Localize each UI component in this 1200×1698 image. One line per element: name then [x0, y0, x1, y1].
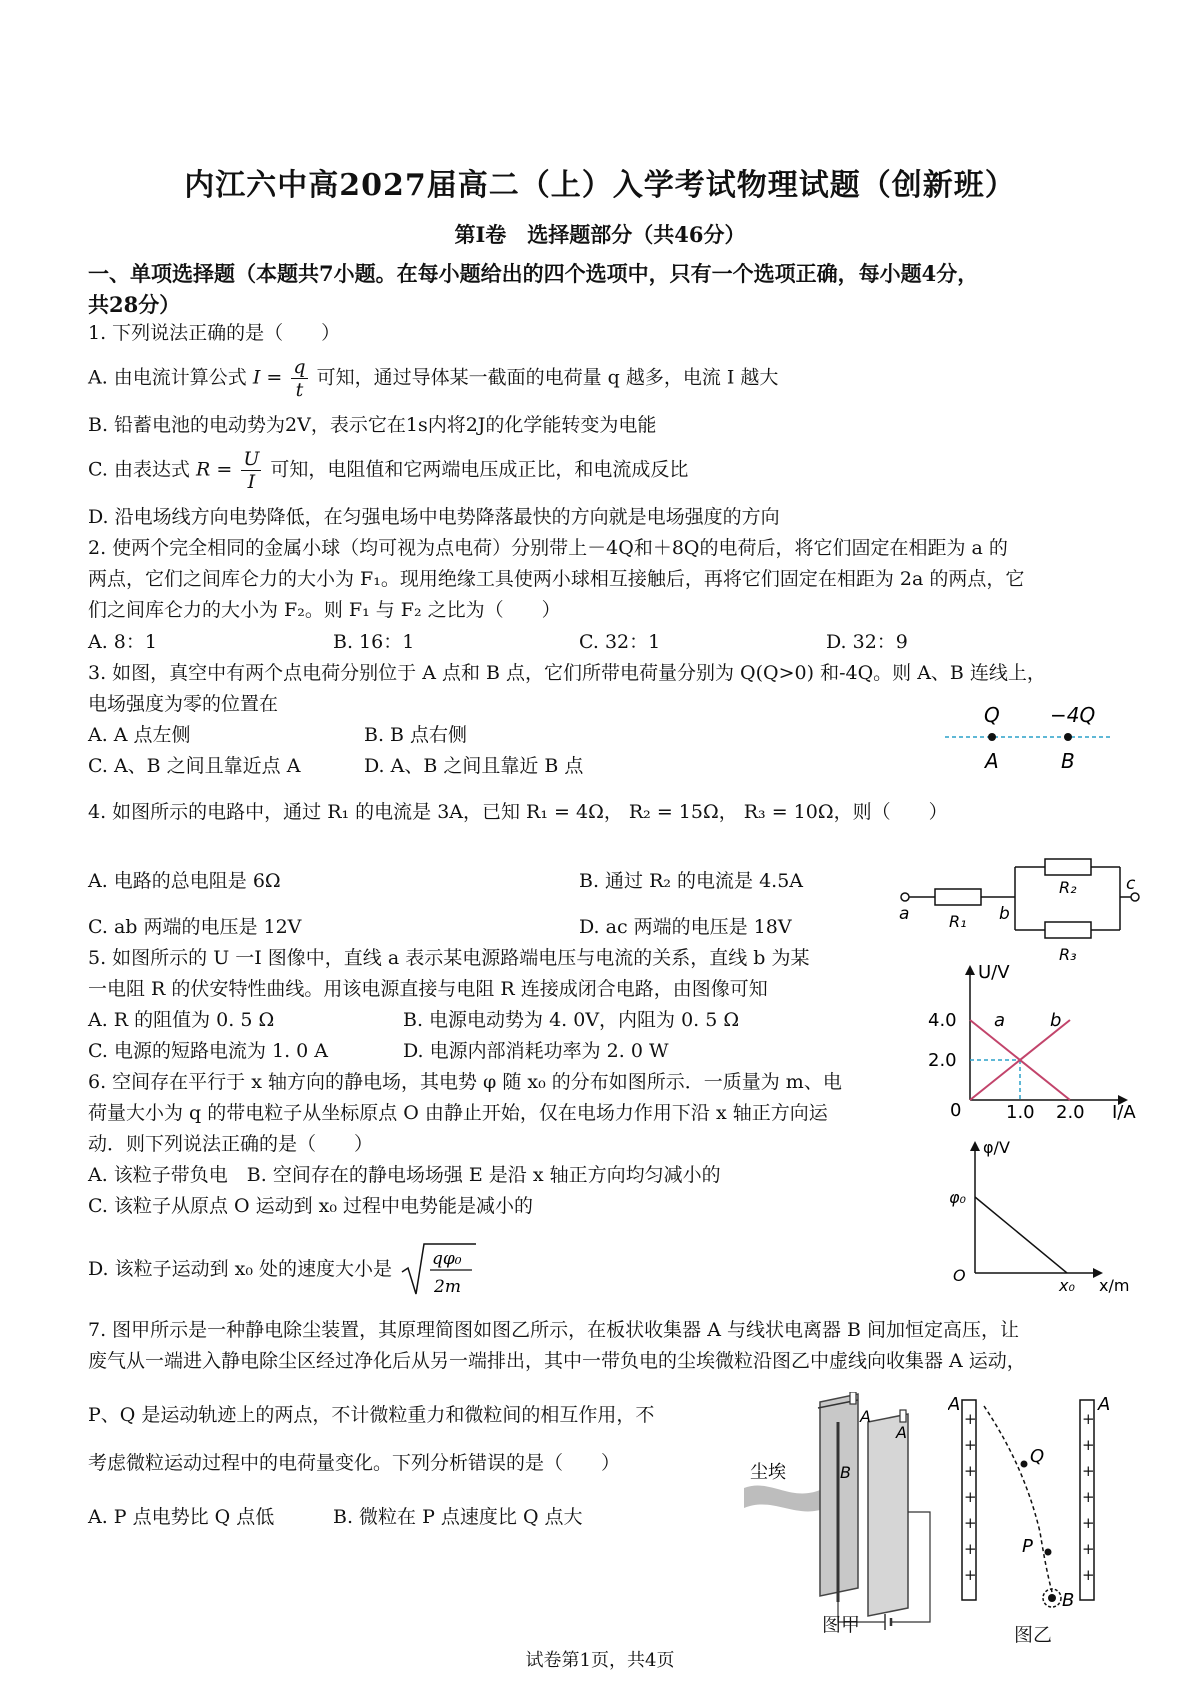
q4-circuit: [895, 845, 1145, 965]
q7-fig1-label-a: A: [860, 1407, 871, 1426]
q2-option-d: D. 32：9: [826, 631, 908, 653]
q2-line1: 2. 使两个完全相同的金属小球（均可视为点电荷）分别带上－4Q和＋8Q的电荷后，将它们固定在相距为 a 的: [88, 537, 1008, 559]
q7-dust-stream: [744, 1485, 826, 1511]
q1-option-a: [88, 356, 778, 401]
q1-a-formula-lhs: I =: [252, 366, 283, 389]
q7-plate-right: [868, 1414, 908, 1616]
q7-fig2-label-q: Q: [1030, 1446, 1045, 1467]
q4-stem: 4. 如图所示的电路中，通过 R₁ 的电流是 3A，已知 R₁ = 4Ω， R₂ = 15Ω， R₃ = 10Ω，则（ ）: [88, 801, 948, 823]
q6-d-radical: [398, 1240, 478, 1300]
q6-d-prefix: D. 该粒子运动到 x₀ 处的速度大小是: [88, 1258, 393, 1280]
svg-text:+: +: [1082, 1566, 1095, 1584]
q7-caption-jia: 图甲: [822, 1614, 861, 1636]
q6-d-num: qφ₀: [432, 1249, 462, 1269]
q3-point-a: [988, 733, 996, 741]
svg-text:+: +: [1082, 1462, 1095, 1480]
q7-point-p: [1045, 1549, 1052, 1556]
q7-option-a: A. P 点电势比 Q 点低: [88, 1506, 275, 1528]
q5-ui-graph: [920, 960, 1150, 1120]
q6-tick-x0: x₀: [1059, 1276, 1075, 1295]
page-footer: 试卷第1页，共4页: [525, 1650, 675, 1671]
q1-a-den: t: [295, 379, 304, 401]
q7-caption-yi: 图乙: [1014, 1624, 1053, 1646]
q4-label-r1: R₁: [949, 912, 967, 931]
q4-terminal-c: [1131, 893, 1139, 901]
q5-tick-x1: 1.0: [1006, 1102, 1035, 1120]
q5-option-c: C. 电源的短路电流为 1. 0 A: [88, 1040, 328, 1062]
q6-phi-graph: [935, 1135, 1135, 1300]
q3-figure: [940, 700, 1120, 780]
q5-label-b: b: [1050, 1010, 1062, 1031]
svg-text:+: +: [1082, 1514, 1095, 1532]
q5-origin: 0: [950, 1100, 962, 1120]
q3-option-a: A. A 点左侧: [88, 724, 191, 746]
q5-line1: 5. 如图所示的 U 一I 图像中，直线 a 表示某电源路端电压与电流的关系，直线 b 为某: [88, 947, 810, 969]
q6-line3: 动．则下列说法正确的是（ ）: [88, 1133, 374, 1155]
q1-option-d: D. 沿电场线方向电势降低，在匀强电场中电势降落最快的方向就是电场强度的方向: [88, 506, 780, 528]
q4-resistor-r2: [1045, 859, 1091, 875]
q5-tick-x2: 2.0: [1056, 1102, 1085, 1120]
q3-label-a: A: [985, 749, 999, 773]
q7-line3: P、Q 是运动轨迹上的两点，不计微粒重力和微粒间的相互作用，不: [88, 1404, 655, 1426]
q3-line1: 3. 如图，真空中有两个点电荷分别位于 A 点和 B 点，它们所带电荷量分别为 Q(Q>0) 和-4Q。则 A、B 连线上，: [88, 662, 1046, 684]
q7-line2: 废气从一端进入静电除尘区经过净化后从另一端排出，其中一带负电的尘埃微粒沿图乙中虚线向收集器 A 运动，: [88, 1350, 1026, 1372]
q3-option-d: D. A、B 之间且靠近 B 点: [364, 755, 584, 777]
q5-tick-y1: 4.0: [928, 1010, 957, 1031]
svg-text:+: +: [964, 1436, 977, 1454]
q7-fig1-label-b: B: [840, 1463, 851, 1482]
q6-xlabel: x/m: [1099, 1276, 1130, 1295]
q2-option-b: B. 16：1: [333, 631, 415, 653]
q3-point-b: [1064, 733, 1072, 741]
q3-option-c: C. A、B 之间且靠近点 A: [88, 755, 301, 777]
q7-line4: 考虑微粒运动过程中的电荷量变化。下列分析错误的是（ ）: [88, 1452, 621, 1474]
svg-text:+: +: [964, 1488, 977, 1506]
q4-option-c: C. ab 两端的电压是 12V: [88, 916, 302, 938]
q5-option-d: D. 电源内部消耗功率为 2. 0 W: [403, 1040, 669, 1062]
q3-line2: 电场强度为零的位置在: [88, 693, 279, 715]
q1-c-fraction: [241, 448, 261, 493]
svg-text:+: +: [1082, 1488, 1095, 1506]
q1-stem: 1. 下列说法正确的是（ ）: [88, 322, 341, 344]
q4-option-d: D. ac 两端的电压是 18V: [579, 916, 792, 938]
q7-fig2-label-a-right: A: [1098, 1394, 1111, 1415]
page-title: 内江六中高2027届高二（上）入学考试物理试题（创新班）: [184, 168, 1016, 203]
q1-a-num: q: [293, 356, 306, 378]
q4-label-a: a: [899, 904, 910, 924]
q6-origin: O: [953, 1266, 966, 1285]
q4-label-c: c: [1126, 874, 1136, 894]
q5-option-b: B. 电源电动势为 4. 0V，内阻为 0. 5 Ω: [403, 1009, 740, 1031]
q7-figure-yi: [948, 1392, 1118, 1617]
q6-line2: 荷量大小为 q 的带电粒子从坐标原点 O 由静止开始，仅在电场力作用下沿 x 轴正方向运: [88, 1102, 828, 1124]
q7-point-q: [1021, 1461, 1028, 1468]
q5-ylabel: U/V: [978, 962, 1010, 983]
q6-option-c: C. 该粒子从原点 O 运动到 x₀ 过程中电势能是减小的: [88, 1195, 534, 1217]
q3-label-q: Q: [984, 703, 1000, 727]
q6-d-den: 2m: [434, 1277, 462, 1297]
section-heading: [88, 258, 1118, 320]
svg-text:+: +: [964, 1462, 977, 1480]
q4-option-a: A. 电路的总电阻是 6Ω: [88, 870, 281, 892]
q6-option-ab: A. 该粒子带负电 B. 空间存在的静电场场强 E 是沿 x 轴正方向均匀减小的: [88, 1164, 721, 1186]
q6-phi-line: [975, 1197, 1067, 1273]
q1-a-suffix: 可知，通过导体某一截面的电荷量 q 越多，电流 I 越大: [316, 366, 779, 389]
svg-text:+: +: [1082, 1540, 1095, 1558]
q6-tick-phi0: φ₀: [949, 1188, 966, 1207]
q2-line3: 们之间库仑力的大小为 F₂。则 F₁ 与 F₂ 之比为（ ）: [88, 599, 561, 621]
q7-label-dust: 尘埃: [750, 1462, 786, 1483]
q4-option-b: B. 通过 R₂ 的电流是 4.5A: [579, 870, 804, 892]
q4-resistor-r3: [1045, 922, 1091, 938]
q5-line2: 一电阻 R 的伏安特性曲线。用该电源直接与电阻 R 连接成闭合电路，由图像可知: [88, 978, 768, 1000]
section-heading-line2: 共28分）: [88, 292, 181, 317]
q1-option-b: B. 铅蓄电池的电动势为2V，表示它在1s内将2J的化学能转变为电能: [88, 414, 657, 436]
q6-line1: 6. 空间存在平行于 x 轴方向的静电场，其电势 φ 随 x₀ 的分布如图所示．一质量为 m、电: [88, 1071, 842, 1093]
svg-text:+: +: [964, 1566, 977, 1584]
q1-c-num: U: [243, 448, 260, 470]
q1-c-prefix: C. 由表达式: [88, 458, 190, 481]
section-heading-line1: 一、单项选择题（本题共7小题。在每小题给出的四个选项中，只有一个选项正确，每小题4分，: [88, 261, 979, 286]
q5-tick-y2: 2.0: [928, 1050, 957, 1071]
q5-xlabel: I/A: [1112, 1102, 1136, 1120]
q1-c-formula-lhs: R =: [196, 458, 233, 481]
svg-text:+: +: [964, 1410, 977, 1428]
svg-text:+: +: [1082, 1410, 1095, 1428]
q4-label-r3: R₃: [1059, 945, 1077, 964]
svg-text:+: +: [964, 1540, 977, 1558]
q4-label-r2: R₂: [1059, 878, 1077, 897]
q6-ylabel: φ/V: [983, 1138, 1010, 1157]
q7-fig2-label-a-left: A: [948, 1394, 961, 1415]
q3-label-b: B: [1061, 749, 1075, 773]
q7-trajectory: [984, 1406, 1052, 1592]
q1-a-fraction: [291, 356, 307, 401]
q7-fig2-label-b: B: [1062, 1590, 1075, 1611]
q4-terminal-a: [901, 893, 909, 901]
q7-option-b: B. 微粒在 P 点速度比 Q 点大: [333, 1506, 583, 1528]
q1-c-suffix: 可知，电阻值和它两端电压成正比，和电流成反比: [270, 458, 689, 481]
q3-option-b: B. B 点右侧: [364, 724, 468, 746]
q1-c-den: I: [247, 471, 256, 493]
q4-resistor-r1: [935, 889, 981, 905]
svg-text:+: +: [1082, 1436, 1095, 1454]
svg-text:+: +: [964, 1514, 977, 1532]
q6-option-d: [88, 1239, 478, 1299]
q2-option-c: C. 32：1: [579, 631, 661, 653]
q4-label-b: b: [999, 904, 1010, 924]
q5-label-a: a: [994, 1010, 1006, 1031]
q7-fig2-label-p: P: [1022, 1536, 1033, 1557]
q3-label-neg4q: −4Q: [1050, 703, 1096, 727]
page-subtitle: 第Ⅰ卷 选择题部分（共46分）: [454, 222, 746, 247]
q7-figure-jia: [740, 1392, 940, 1632]
q7-fig1-label-a2: A: [896, 1423, 907, 1442]
q2-option-a: A. 8：1: [88, 631, 157, 653]
q7-line1: 7. 图甲所示是一种静电除尘装置，其原理简图如图乙所示，在板状收集器 A 与线状电离器 B 间加恒定高压，让: [88, 1319, 1020, 1341]
q1-a-prefix: A. 由电流计算公式: [88, 366, 247, 389]
q1-option-c: [88, 448, 688, 493]
q2-line2: 两点，它们之间库仑力的大小为 F₁。现用绝缘工具使两小球相互接触后，再将它们固定在相距为 2a 的两点，它: [88, 568, 1025, 590]
q5-option-a: A. R 的阻值为 0. 5 Ω: [88, 1009, 275, 1031]
